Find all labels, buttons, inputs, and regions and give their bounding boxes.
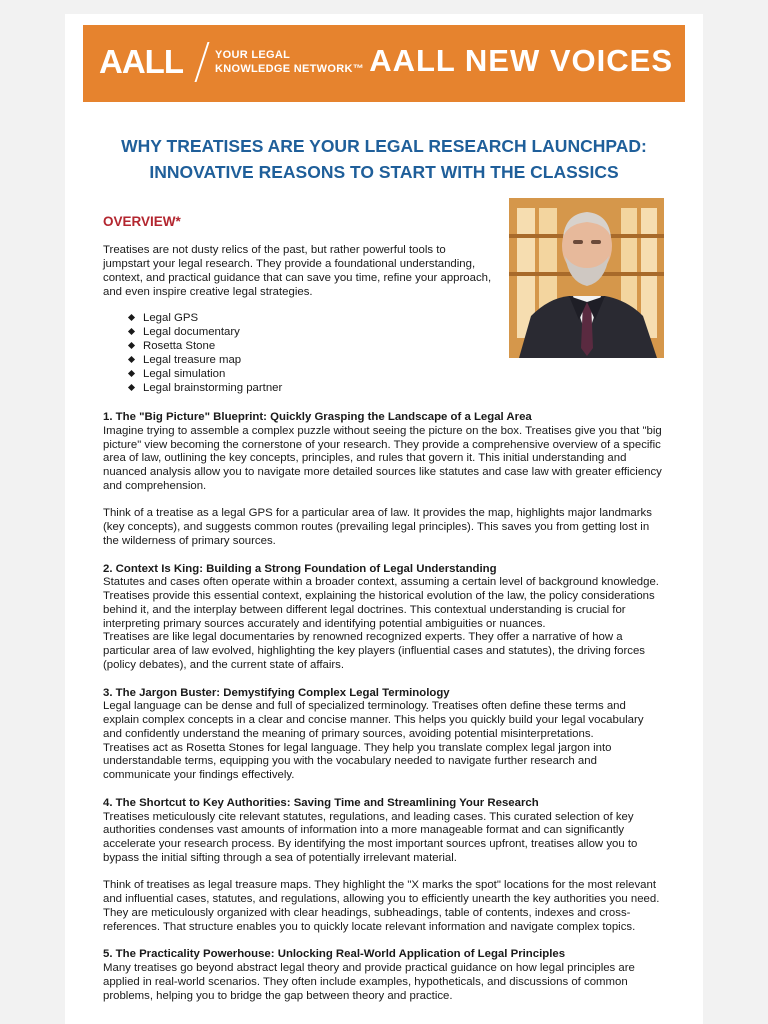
section-3: [103, 687, 663, 783]
section-4: [103, 797, 663, 935]
logo-tagline: [215, 48, 364, 76]
bullet-text: Legal treasure map: [143, 354, 242, 366]
bullet-text: Legal GPS: [143, 312, 199, 324]
section-paragraph: Think of treatises as legal treasure maps. They highlight the "X marks the spot" locations for the most relevant and influential cases, statutes, and regulations, allowing you to efficiently unearth the key authorities you need. They are meticulously organized with clear headings, subheadings, table of contents, indexes and cross-references. That structure enables you to quickly locate relevant information and navigate complex topics.: [103, 879, 660, 933]
section-paragraph: Imagine trying to assemble a complex puzzle without seeing the picture on the box. Treatises give you that "big picture" view becoming the cornerstone of your research. They provide a comprehensive overview of a specific area of law, outlining the key concepts, principles, and rules that govern it. This initial understanding and nuanced analysis allow you to navigate more detailed sources like statutes and case law with greater efficiency and comprehension.: [103, 424, 662, 492]
overview-intro: Treatises are not dusty relics of the past, but rather powerful tools to jumpstart your legal research. They provide a foundational understanding, context, and practical guidance that can save you time, refine your approach, and even inspire creative legal strategies.: [103, 244, 492, 298]
bullet-item: [125, 325, 282, 339]
diamond-bullet-icon: [128, 314, 135, 321]
overview-heading: OVERVIEW*: [103, 214, 181, 229]
diamond-bullet-icon: [128, 370, 135, 377]
section-paragraph: Treatises meticulously cite relevant statutes, regulations, and leading cases. This curated selection of key authorities condenses vast amounts of information into a more manageable format and can significantly accelerate your research process. By identifying the most important sources upfront, treatises allow you to bypass the initial sifting through a sea of potentially irrelevant material.: [103, 810, 638, 864]
article-body: [103, 411, 663, 1017]
section-heading: 5. The Practicality Powerhouse: Unlocking Real-World Application of Legal Principles: [103, 948, 566, 961]
section-paragraph: Legal language can be dense and full of specialized terminology. Treatises often define these terms and explain complex concepts in a clear and concise manner. This helps you quickly build your legal vocabulary and confidently understand the meaning of primary sources, avoiding potential misinterpretations.: [103, 700, 644, 740]
section-5: [103, 948, 663, 1003]
author-portrait: [509, 198, 664, 358]
diamond-bullet-icon: [128, 328, 135, 335]
logo-divider: [195, 42, 210, 82]
diamond-bullet-icon: [128, 356, 135, 363]
bullet-item: [125, 311, 282, 325]
article-title: [83, 133, 685, 185]
tagline-line-1: YOUR LEGAL: [215, 49, 291, 61]
bullet-text: Legal brainstorming partner: [143, 382, 283, 394]
section-heading: 1. The "Big Picture" Blueprint: Quickly Grasping the Landscape of a Legal Area: [103, 411, 532, 423]
section-paragraph: Treatises act as Rosetta Stones for legal language. They help you translate complex legal jargon into understandable terms, equipping you with the vocabulary needed to navigate further research and communicate your findings effectively.: [103, 741, 612, 781]
section-heading: 3. The Jargon Buster: Demystifying Complex Legal Terminology: [103, 686, 450, 699]
header-banner: [83, 25, 685, 102]
bullet-item: [125, 353, 282, 367]
aall-logo: AALL: [99, 43, 183, 80]
article-title-line-2: INNOVATIVE REASONS TO START WITH THE CLASSICS: [149, 162, 619, 182]
bullet-item: [125, 381, 282, 395]
document-page: [65, 14, 703, 1024]
bullet-item: [125, 367, 282, 381]
section-2: [103, 563, 663, 673]
bullet-text: Legal documentary: [143, 326, 240, 338]
banner-title: AALL NEW VOICES: [369, 43, 673, 78]
section-heading: 2. Context Is King: Building a Strong Foundation of Legal Understanding: [103, 562, 497, 575]
tagline-line-2: KNOWLEDGE NETWORK™: [215, 63, 365, 75]
section-paragraph: Treatises are like legal documentaries by renowned recognized experts. They offer a narrative of how a particular area of law evolved, highlighting the key players (influential cases and statutes), the driving forces (policy debates), and the current state of affairs.: [103, 631, 645, 671]
article-title-line-1: WHY TREATISES ARE YOUR LEGAL RESEARCH LAUNCHPAD:: [121, 136, 647, 156]
section-paragraph: Think of a treatise as a legal GPS for a particular area of law. It provides the map, highlights major landmarks (key concepts), and suggests common routes (prevailing legal principles). This saves you from getting lost in the wilderness of primary sources.: [103, 507, 652, 547]
diamond-bullet-icon: [128, 342, 135, 349]
section-paragraph: Many treatises go beyond abstract legal theory and provide practical guidance on how legal principles are applied in real-world scenarios. They often include examples, hypotheticals, and discussions of common problems, helping you to bridge the gap between theory and practice.: [103, 962, 635, 1002]
bullet-text: Rosetta Stone: [143, 340, 216, 352]
bullet-text: Legal simulation: [143, 368, 226, 380]
section-paragraph: Statutes and cases often operate within a broader context, assuming a certain level of background knowledge. Treatises provide this essential context, explaining the historical evolution of the law, the policy considerations behind it, and the interplay between different legal doctrines. This contextual understanding is crucial for interpreting primary sources accurately and identifying potential ambiguities or nuances.: [103, 576, 659, 630]
section-heading: 4. The Shortcut to Key Authorities: Saving Time and Streamlining Your Research: [103, 796, 539, 809]
diamond-bullet-icon: [128, 384, 135, 391]
overview-bullet-list: [125, 311, 282, 395]
bullet-item: [125, 339, 282, 353]
section-1: [103, 411, 663, 549]
